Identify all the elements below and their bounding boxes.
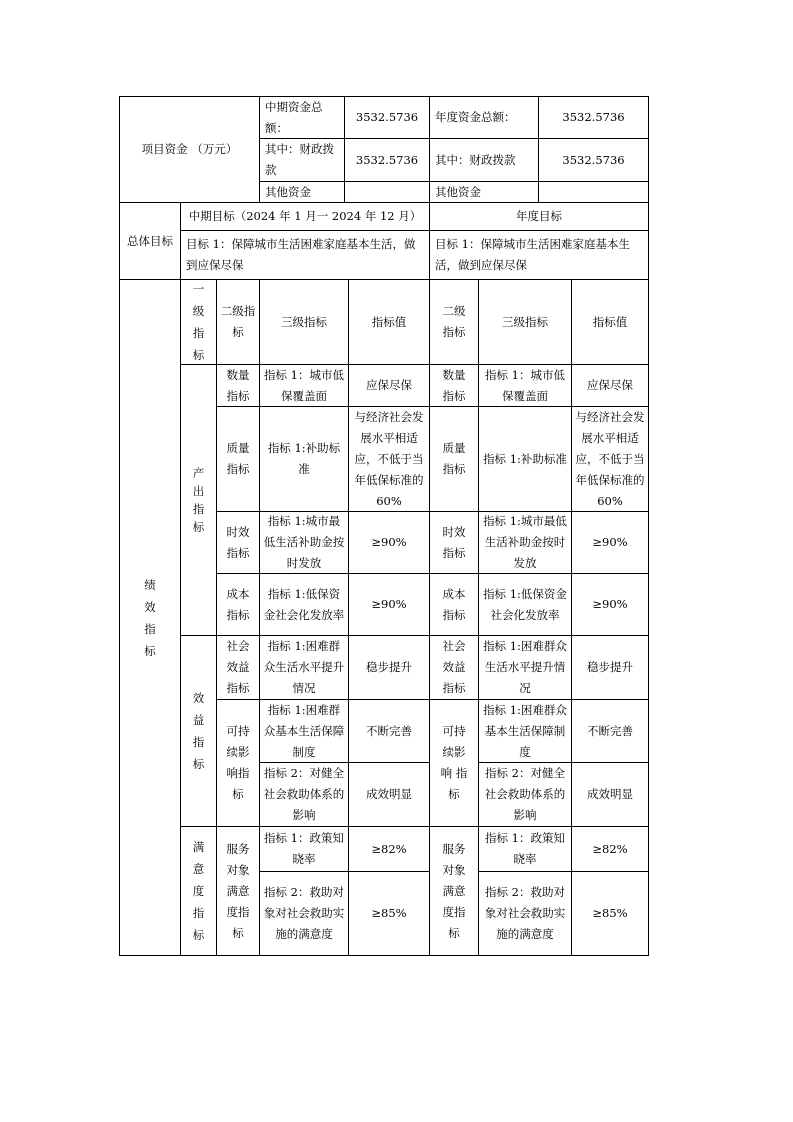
service-value-2-annual: ≥85%: [571, 871, 649, 956]
quantity-value: 应保尽保: [348, 364, 430, 407]
quantity-l3: 指标 1：城市低保覆盖面: [259, 364, 349, 407]
cost-l2-annual: 成本指标: [429, 573, 479, 636]
mid-other-value: [344, 181, 430, 203]
cost-l3-annual: 指标 1:低保资金社会化发放率: [478, 573, 572, 636]
header-value: 指标值: [348, 279, 430, 365]
social-l2-annual: 社会效益指标: [429, 635, 479, 700]
cost-l2: 成本指标: [216, 573, 260, 636]
sustain-value-1: 不断完善: [348, 699, 430, 763]
header-value-annual: 指标值: [571, 279, 649, 365]
quality-l3: 指标 1:补助标准: [259, 406, 349, 512]
social-l3-annual: 指标 1:困难群众生活水平提升情况: [478, 635, 572, 700]
header-level1: 一级指标: [180, 279, 217, 365]
mid-fiscal-value: 3532.5736: [344, 138, 430, 182]
service-l3-1: 指标 1：政策知晓率: [259, 826, 349, 872]
service-l3-2: 指标 2：救助对象对社会救助实施的满意度: [259, 871, 349, 956]
sustain-l2: 可持续影响指标: [216, 699, 260, 827]
funds-label: 项目资金 （万元）: [119, 96, 260, 203]
annual-other-label: 其他资金: [429, 181, 539, 203]
social-l3: 指标 1:困难群众生活水平提升情况: [259, 635, 349, 700]
sustain-l2-annual: 可持续影响 指标: [429, 699, 479, 827]
mid-total-value: 3532.5736: [344, 96, 430, 139]
header-level3: 三级指标: [259, 279, 349, 365]
social-value: 稳步提升: [348, 635, 430, 700]
overall-mid-header: 中期目标（2024 年 1 月一 2024 年 12 月）: [180, 202, 430, 231]
sustain-l3-2: 指标 2：对健全社会救助体系的影响: [259, 762, 349, 827]
sustain-value-2-annual: 成效明显: [571, 762, 649, 827]
quantity-l2-annual: 数量指标: [429, 364, 479, 407]
sustain-l3-1-annual: 指标 1:困难群众基本生活保障制度: [478, 699, 572, 763]
sustain-value-1-annual: 不断完善: [571, 699, 649, 763]
cost-value: ≥90%: [348, 573, 430, 636]
overall-label: 总体目标: [119, 202, 181, 280]
timeliness-l2: 时效指标: [216, 511, 260, 574]
annual-fiscal-label: 其中：财政拨款: [429, 138, 539, 182]
header-level2-annual: 二级指标: [429, 279, 479, 365]
mid-other-label: 其他资金: [259, 181, 345, 203]
service-l3-2-annual: 指标 2：救助对象对社会救助实施的满意度: [478, 871, 572, 956]
overall-mid-goal: 目标 1：保障城市生活困难家庭基本生活，做到应保尽保: [180, 230, 430, 280]
annual-total-value: 3532.5736: [538, 96, 649, 139]
timeliness-l3: 指标 1:城市最低生活补助金按时发放: [259, 511, 349, 574]
quality-l2-annual: 质量指标: [429, 406, 479, 512]
quality-l2: 质量指标: [216, 406, 260, 512]
quality-value: 与经济社会发展水平相适应，不低于当年低保标准的 60%: [348, 406, 430, 512]
overall-annual-header: 年度目标: [429, 202, 649, 231]
header-level2: 二级指标: [216, 279, 260, 365]
satisfaction-indicator-label: 满意度指标: [180, 826, 217, 956]
quality-l3-annual: 指标 1:补助标准: [478, 406, 572, 512]
sustain-l3-1: 指标 1:困难群众基本生活保障制度: [259, 699, 349, 763]
mid-fiscal-label: 其中：财政拨款: [259, 138, 345, 182]
service-value-1-annual: ≥82%: [571, 826, 649, 872]
quantity-value-annual: 应保尽保: [571, 364, 649, 407]
service-l3-1-annual: 指标 1：政策知晓率: [478, 826, 572, 872]
annual-fiscal-value: 3532.5736: [538, 138, 649, 182]
sustain-l3-2-annual: 指标 2：对健全社会救助体系的影响: [478, 762, 572, 827]
quality-value-annual: 与经济社会发展水平相适应，不低于当年低保标准的 60%: [571, 406, 649, 512]
quantity-l3-annual: 指标 1：城市低保覆盖面: [478, 364, 572, 407]
overall-annual-goal: 目标 1：保障城市生活困难家庭基本生活，做到应保尽保: [429, 230, 649, 280]
service-l2: 服务对象满意度指标: [216, 826, 260, 956]
perf-label: 绩效指标: [119, 279, 181, 956]
timeliness-l3-annual: 指标 1:城市最低生活补助金按时发放: [478, 511, 572, 574]
service-value-1: ≥82%: [348, 826, 430, 872]
benefit-indicator-label: 效益指标: [180, 635, 217, 827]
annual-total-label: 年度资金总额：: [429, 96, 539, 139]
cost-l3: 指标 1:低保资金社会化发放率: [259, 573, 349, 636]
annual-other-value: [538, 181, 649, 203]
service-value-2: ≥85%: [348, 871, 430, 956]
header-level3-annual: 三级指标: [478, 279, 572, 365]
quantity-l2: 数量指标: [216, 364, 260, 407]
timeliness-value-annual: ≥90%: [571, 511, 649, 574]
output-indicator-label: 产出指标: [180, 364, 217, 636]
service-l2-annual: 服务对象满意度指标: [429, 826, 479, 956]
timeliness-l2-annual: 时效指标: [429, 511, 479, 574]
social-l2: 社会效益指标: [216, 635, 260, 700]
social-value-annual: 稳步提升: [571, 635, 649, 700]
timeliness-value: ≥90%: [348, 511, 430, 574]
sustain-value-2: 成效明显: [348, 762, 430, 827]
mid-total-label: 中期资金总额：: [259, 96, 345, 139]
cost-value-annual: ≥90%: [571, 573, 649, 636]
